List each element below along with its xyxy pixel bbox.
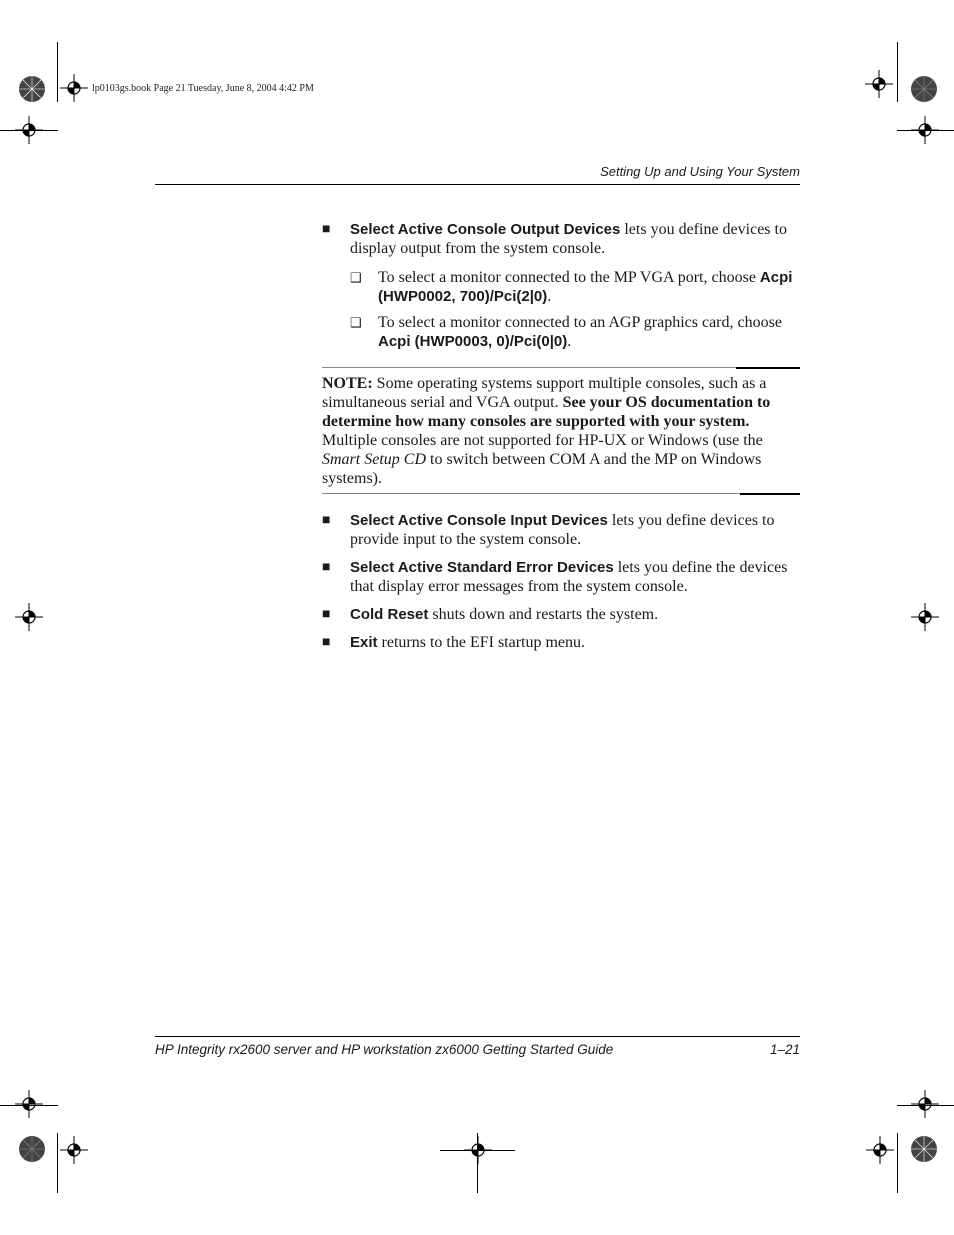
note-text: Some operating systems support multiple consoles, such as a simultaneous serial and VGA output. (322, 375, 767, 411)
header-rule (155, 184, 800, 185)
registration-target-icon (15, 603, 43, 631)
crop-mark (57, 42, 58, 102)
footer-title: HP Integrity rx2600 server and HP workstation zx6000 Getting Started Guide (155, 1042, 614, 1057)
list-item-term: Exit (350, 634, 378, 651)
list-item (322, 558, 800, 596)
bullet-square-icon: ■ (322, 635, 331, 650)
bullet-square-icon: ■ (322, 560, 331, 575)
note-label: NOTE: (322, 375, 373, 392)
registration-target-icon (60, 1136, 88, 1164)
registration-target-icon (15, 116, 43, 144)
note-top-rule-accent (736, 367, 800, 369)
sub-item-tail: . (547, 288, 552, 305)
list-item-text: lets you define the devices that display error messages from the system console. (350, 559, 788, 595)
star-target-icon (18, 75, 46, 103)
star-target-icon (18, 1135, 46, 1163)
registration-target-icon (15, 1090, 43, 1118)
list-item-term: Select Active Console Output Devices (350, 221, 621, 238)
bullet-square-icon: ■ (322, 222, 331, 237)
registration-target-icon (911, 116, 939, 144)
bullet-square-icon: ■ (322, 513, 331, 528)
note-block (322, 374, 800, 488)
note-emphasis: See your OS documentation to determine how many consoles are supported with your system. (322, 394, 771, 430)
list-item-text: lets you define devices to provide input to the system console. (350, 512, 775, 548)
star-target-icon (910, 75, 938, 103)
list-item (322, 605, 800, 624)
list-item (322, 511, 800, 549)
sub-list-item (350, 268, 800, 306)
page-number: 1–21 (769, 1042, 800, 1057)
sub-item-text: To select a monitor connected to the MP VGA port, choose (378, 269, 760, 286)
crop-mark (897, 1133, 898, 1193)
footer-rule (155, 1036, 800, 1037)
registration-target-icon (911, 603, 939, 631)
registration-target-icon (866, 1136, 894, 1164)
note-text: to switch between COM A and the MP on Windows systems). (322, 451, 762, 487)
note-bottom-rule-accent (740, 493, 800, 495)
list-item (322, 633, 800, 652)
registration-target-icon (60, 74, 88, 102)
note-italic: Smart Setup CD (322, 451, 426, 468)
registration-target-icon (911, 1090, 939, 1118)
crop-mark (897, 42, 898, 102)
list-item-text: shuts down and restarts the system. (428, 606, 659, 623)
sub-item-tail: . (567, 333, 572, 350)
checkbox-bullet-icon: ❑ (350, 315, 362, 330)
list-item-text: returns to the EFI startup menu. (377, 634, 586, 651)
sub-item-code: Acpi (HWP0002, 700)/Pci(2|0) (378, 269, 793, 305)
list-item-text: lets you define devices to display output from the system console. (350, 221, 787, 257)
note-text: Multiple consoles are not supported for HP-UX or Windows (use the (322, 432, 763, 449)
crop-mark (57, 1133, 58, 1193)
running-head: Setting Up and Using Your System (600, 164, 800, 179)
registration-target-icon (865, 70, 893, 98)
list-item (322, 220, 800, 258)
list-item-term: Cold Reset (350, 606, 429, 623)
note-bottom-rule (322, 493, 800, 494)
list-item-term: Select Active Console Input Devices (350, 512, 608, 529)
crop-mark (477, 1133, 478, 1193)
bullet-square-icon: ■ (322, 607, 331, 622)
checkbox-bullet-icon: ❑ (350, 270, 362, 285)
note-top-rule (322, 367, 800, 368)
star-target-icon (910, 1135, 938, 1163)
sub-item-code: Acpi (HWP0003, 0)/Pci(0|0) (378, 333, 568, 350)
print-slug: lp0103gs.book Page 21 Tuesday, June 8, 2004 4:42 PM (92, 83, 314, 94)
sub-list-item (350, 313, 800, 351)
sub-item-text: To select a monitor connected to an AGP graphics card, choose (378, 314, 782, 331)
list-item-term: Select Active Standard Error Devices (350, 559, 614, 576)
